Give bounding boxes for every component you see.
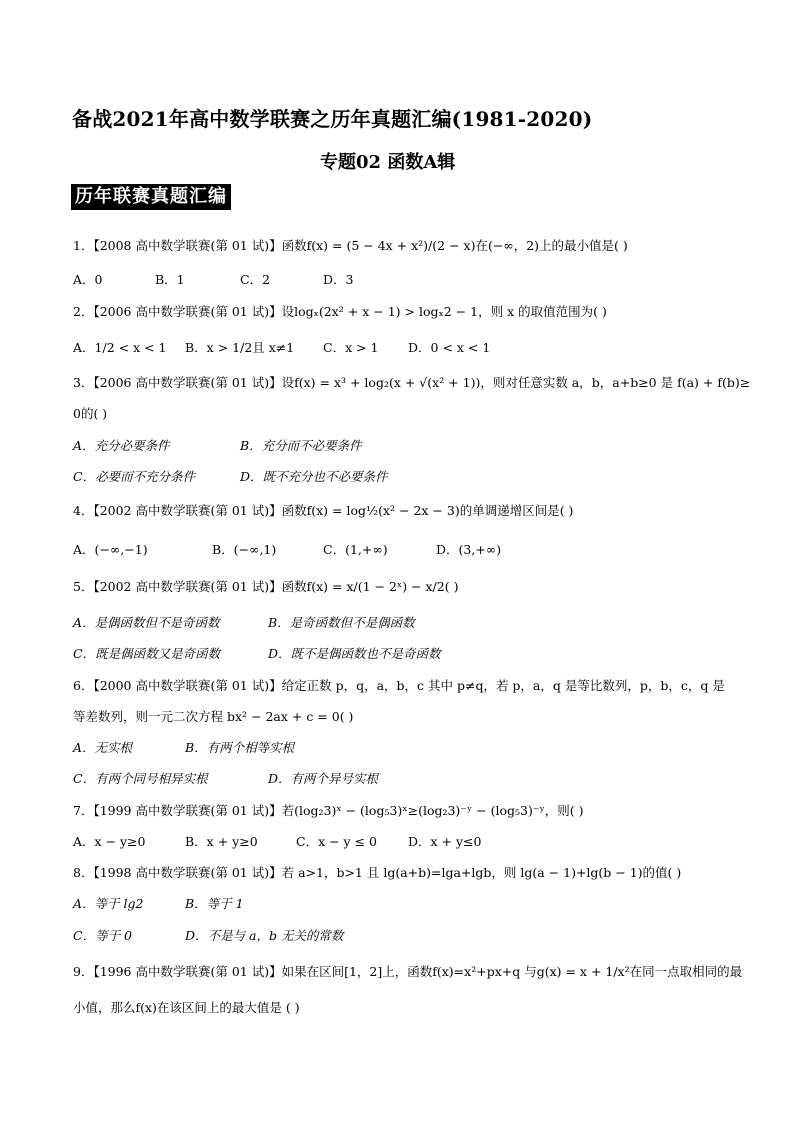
question-1-option-b: B．1 [155, 272, 185, 287]
question-6-option-b: B．有两个相等实根 [185, 740, 295, 755]
question-6-text-line-1: 6．【2000 高中数学联赛(第 01 试)】给定正数 p，q，a，b，c 其中 p≠q，若 p，a，q 是等比数列，p，b，c，q 是 [73, 678, 725, 693]
question-5-option-a: A．是偶函数但不是奇函数 [73, 615, 220, 630]
question-6-option-a: A．无实根 [73, 740, 133, 755]
question-1-option-d: D．3 [323, 272, 354, 287]
question-2-option-a: A．1/2 < x < 1 [73, 340, 167, 355]
question-3-text-line-2: 0的( ) [73, 406, 108, 421]
section-banner: 历年联赛真题汇编 [71, 184, 231, 210]
question-6-option-c: C．有两个同号相异实根 [73, 771, 208, 786]
question-3-text-line-1: 3．【2006 高中数学联赛(第 01 试)】设f(x) = x³ + log₂(x + √(x² + 1))，则对任意实数 a，b，a+b≥0 是 f(a) + f(b)≥ [73, 375, 751, 390]
question-3-option-d: D．既不充分也不必要条件 [240, 469, 388, 484]
question-1-option-c: C．2 [240, 272, 271, 287]
question-2-option-b: B．x > 1/2且 x≠1 [185, 340, 295, 355]
question-4-option-d: D．(3,+∞) [436, 542, 502, 557]
question-6-text-line-2: 等差数列，则一元二次方程 bx² − 2ax + c = 0( ) [73, 709, 354, 724]
question-4-option-c: C．(1,+∞) [323, 542, 388, 557]
question-8-option-b: B．等于 1 [185, 896, 244, 911]
question-3-option-a: A．充分必要条件 [73, 438, 170, 453]
question-8-option-d: D．不是与 a，b 无关的常数 [185, 928, 344, 943]
question-2-option-c: C．x > 1 [323, 340, 379, 355]
question-2-text: 2．【2006 高中数学联赛(第 01 试)】设logₓ(2x² + x − 1) > logₓ2 − 1，则 x 的取值范围为( ) [73, 304, 607, 319]
document-title: 备战2021年高中数学联赛之历年真题汇编(1981-2020) [72, 107, 593, 131]
question-3-option-b: B．充分而不必要条件 [240, 438, 362, 453]
question-1-option-a: A．0 [73, 272, 103, 287]
question-5-option-d: D．既不是偶函数也不是奇函数 [268, 646, 441, 661]
document-subtitle: 专题02 函数A辑 [320, 152, 456, 173]
question-3-option-c: C．必要而不充分条件 [73, 469, 196, 484]
question-9-text-line-2: 小值，那么f(x)在该区间上的最大值是 ( ) [73, 1000, 300, 1015]
question-8-text: 8．【1998 高中数学联赛(第 01 试)】若 a>1，b>1 且 lg(a+b)=lga+lgb，则 lg(a − 1)+lg(b − 1)的值( ) [73, 865, 682, 880]
question-2-option-d: D．0 < x < 1 [408, 340, 491, 355]
question-7-option-d: D．x + y≤0 [408, 834, 482, 849]
question-6-option-d: D．有两个异号实根 [268, 771, 379, 786]
question-7-option-b: B．x + y≥0 [185, 834, 258, 849]
question-4-option-b: B．(−∞,1) [212, 542, 277, 557]
question-5-text: 5．【2002 高中数学联赛(第 01 试)】函数f(x) = x/(1 − 2ˣ) − x/2( ) [73, 579, 459, 594]
question-5-option-c: C．既是偶函数又是奇函数 [73, 646, 221, 661]
question-8-option-c: C．等于 0 [73, 928, 132, 943]
question-7-option-c: C．x − y ≤ 0 [296, 834, 377, 849]
question-7-option-a: A．x − y≥0 [73, 834, 146, 849]
question-4-option-a: A．(−∞,−1) [73, 542, 148, 557]
question-1-text: 1．【2008 高中数学联赛(第 01 试)】函数f(x) = (5 − 4x + x²)/(2 − x)在(−∞，2)上的最小值是( ) [73, 238, 628, 253]
question-5-option-b: B．是奇函数但不是偶函数 [268, 615, 415, 630]
question-4-text: 4．【2002 高中数学联赛(第 01 试)】函数f(x) = log½(x² − 2x − 3)的单调递增区间是( ) [73, 503, 574, 518]
question-7-text: 7．【1999 高中数学联赛(第 01 试)】若(log₂3)ˣ − (log₅3)ˣ≥(log₂3)⁻ʸ − (log₅3)⁻ʸ，则( ) [73, 803, 584, 818]
question-8-option-a: A．等于 lg2 [73, 896, 144, 911]
question-9-text-line-1: 9．【1996 高中数学联赛(第 01 试)】如果在区间[1，2]上，函数f(x)=x²+px+q 与g(x) = x + 1/x²在同一点取相同的最 [73, 964, 743, 979]
